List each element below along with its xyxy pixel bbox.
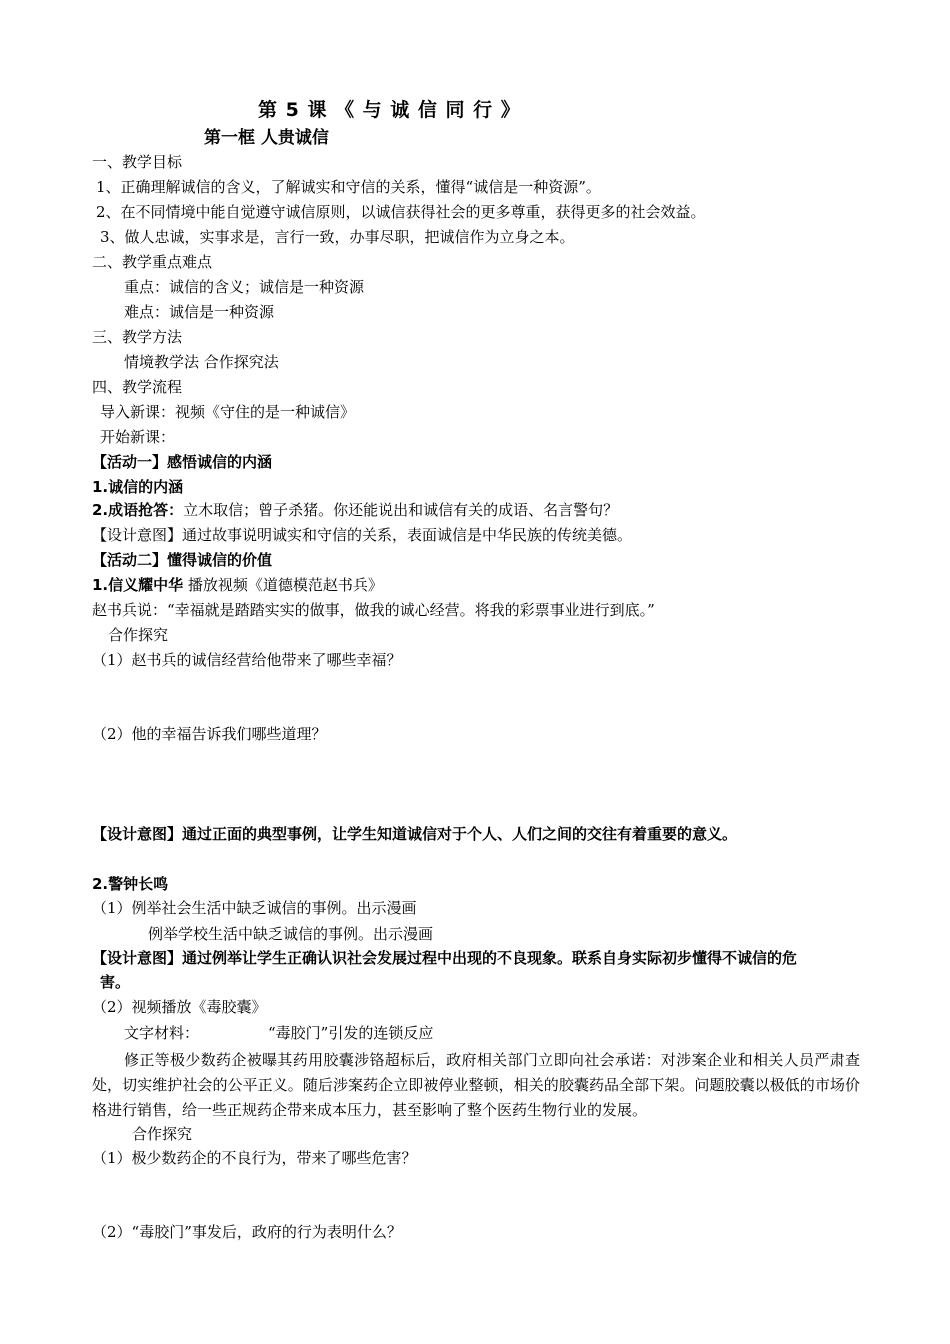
idiom-quiz-text: 立木取信；曾子杀猪。你还能说出和诚信有关的成语、名言警句？ (183, 501, 619, 519)
methods-text: 情境教学法 合作探究法 (124, 353, 279, 371)
material-label: 文字材料： (124, 1024, 200, 1042)
example-2: 例举学校生活中缺乏诚信的事例。出示漫画 (148, 925, 434, 943)
design-intent-2: 【设计意图】通过正面的典型事例，让学生知道诚信对于个人、人们之间的交往有着重要的意义。 (92, 825, 738, 843)
activity-one-point-1: 1.诚信的内涵 (92, 478, 184, 496)
activity-one-point-2 (92, 500, 618, 520)
section-heading-key-points: 二、教学重点难点 (92, 253, 213, 271)
cooperative-inquiry-label-2: 合作探究 (132, 1125, 193, 1143)
quote-text: 赵书兵说：“幸福就是踏踏实实的做事，做我的诚心经营。将我的彩票事业进行到底。” (92, 601, 655, 619)
page-subtitle: 第一框 人贵诚信 (204, 128, 329, 148)
goal-item: 1、正确理解诚信的含义，了解诚实和守信的关系，懂得“诚信是一种资源”。 (96, 178, 601, 196)
point-1-text: 播放视频《道德模范赵书兵》 (183, 576, 383, 594)
key-point-text: 重点：诚信的含义；诚信是一种资源 (124, 278, 365, 296)
activity-two-heading: 【活动二】懂得诚信的价值 (92, 551, 273, 569)
start-text: 开始新课： (100, 428, 176, 446)
section-heading-process: 四、教学流程 (92, 378, 183, 396)
question-1: （1）赵书兵的诚信经营给他带来了哪些幸福？ (92, 651, 402, 669)
idiom-quiz-label: 2.成语抢答： (92, 501, 184, 519)
point-1-label: 1.信义耀中华 (92, 576, 184, 594)
section-heading-methods: 三、教学方法 (92, 328, 183, 346)
page-title: 第 5 课 《 与 诚 信 同 行 》 (258, 99, 521, 121)
material-title: “毒胶门”引发的连锁反应 (268, 1024, 434, 1042)
design-intent-3-line-2: 害。 (100, 973, 131, 991)
activity-two-point-2: 2.警钟长鸣 (92, 875, 169, 893)
design-intent-1: 【设计意图】通过故事说明诚实和守信的关系，表面诚信是中华民族的传统美德。 (92, 526, 633, 544)
question-2: （2）他的幸福告诉我们哪些道理？ (92, 725, 327, 743)
difficult-point-text: 难点：诚信是一种资源 (124, 303, 275, 321)
intro-text: 导入新课：视频《守住的是一种诚信》 (100, 403, 356, 421)
goal-item: 3、做人忠诚，实事求是，言行一致，办事尽职，把诚信作为立身之本。 (100, 228, 575, 246)
example-1: （1）例举社会生活中缺乏诚信的事例。出示漫画 (92, 899, 417, 917)
question-4: （2）“毒胶门”事发后，政府的行为表明什么？ (92, 1223, 402, 1241)
goal-item: 2、在不同情境中能自觉遵守诚信原则，以诚信获得社会的更多尊重，获得更多的社会效益。 (96, 203, 706, 221)
section-heading-goals: 一、教学目标 (92, 153, 183, 171)
material-paragraph: 修正等极少数药企被曝其药用胶囊涉铬超标后，政府相关部门立即向社会承诺：对涉案企业和相关人员严肃查处，切实维护社会的公平正义。随后涉案药企立即被停业整顿，相关的胶囊药品全部下架。问题胶囊以极低的市场价格进行销售，给一些正规药企带来成本压力，甚至影响了整个医药生物行业的发展。 (92, 1051, 860, 1119)
question-3: （1）极少数药企的不良行为，带来了哪些危害？ (92, 1149, 417, 1167)
activity-one-heading: 【活动一】感悟诚信的内涵 (92, 453, 273, 471)
design-intent-3-line-1: 【设计意图】通过例举让学生正确认识社会发展过程中出现的不良现象。联系自身实际初步懂得不诚信的危 (92, 949, 798, 967)
cooperative-inquiry-label: 合作探究 (108, 626, 169, 644)
activity-two-point-1 (92, 575, 383, 595)
video-line: （2）视频播放《毒胶囊》 (92, 998, 267, 1016)
